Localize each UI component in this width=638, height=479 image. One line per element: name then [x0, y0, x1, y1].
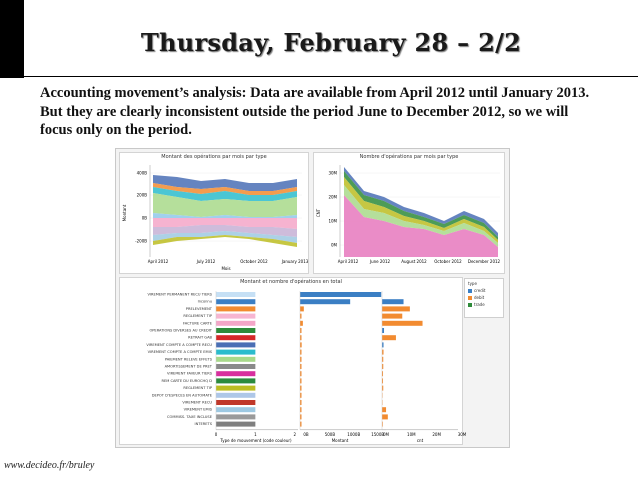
- tick-label-type: 1: [254, 431, 257, 437]
- source-credit[interactable]: www.decideo.fr/bruley: [4, 460, 95, 471]
- category-label: RETRAIT GAB: [188, 335, 212, 340]
- tick-label-montant: 1500B: [371, 431, 385, 437]
- cnt-bar: [382, 328, 384, 333]
- category-label: REGLEMENT TIP: [183, 314, 212, 319]
- category-label: AMORTISSEMENT DE PRET: [164, 364, 212, 369]
- x-tick-label: August 2012: [401, 259, 427, 264]
- cnt-bar: [382, 306, 410, 311]
- count-by-month-panel: [313, 152, 505, 274]
- tick-label-montant: 0B: [303, 431, 309, 437]
- type-color-bar: [216, 335, 255, 340]
- totals-bar-chart: [120, 285, 467, 445]
- category-label: OPERATIONS DIVERSES AU CREDIT: [149, 328, 212, 333]
- cnt-bar: [382, 414, 388, 419]
- category-label: REM CARTE DU EUROCHQ D: [161, 378, 212, 383]
- cnt-bar: [382, 335, 396, 340]
- cnt-bar: [382, 299, 404, 304]
- category-label: VIREMENT COMPTE A COMPTE RECU: [146, 342, 212, 347]
- legend-item-credit[interactable]: credit: [468, 288, 485, 293]
- category-label: Inconnu: [197, 299, 212, 304]
- x-tick-label: October 2012: [434, 259, 462, 264]
- type-color-bar: [216, 400, 255, 405]
- y-tick-label: 200B: [136, 192, 147, 198]
- tick-label-montant: 500B: [324, 431, 336, 437]
- totals-panel: [119, 277, 467, 445]
- legend-item-debit[interactable]: debit: [468, 295, 484, 300]
- type-color-bar: [216, 292, 255, 297]
- category-label: VIREMENT RECU: [182, 400, 212, 405]
- type-color-bar: [216, 306, 255, 311]
- dashboard-screenshot: [115, 148, 510, 448]
- type-legend: [464, 278, 504, 318]
- y-tick-label: 0M: [331, 242, 337, 248]
- x-tick-label: April 2012: [147, 259, 169, 264]
- y-tick-label: 30M: [328, 170, 337, 176]
- y-tick-label: 10M: [328, 218, 337, 224]
- x-tick-label: June 2012: [369, 259, 391, 264]
- legend-item-trade[interactable]: trade: [468, 302, 485, 307]
- type-color-bar: [216, 342, 255, 347]
- tick-label-type: 2: [293, 431, 296, 437]
- type-color-bar: [216, 364, 255, 369]
- type-color-bar: [216, 357, 255, 362]
- x-axis-label-cnt: cnt: [416, 437, 424, 443]
- title-divider: [24, 76, 638, 77]
- y-tick-label: -200B: [135, 238, 147, 244]
- amount-area-chart: [120, 161, 308, 273]
- y-tick-label: 0B: [141, 215, 147, 221]
- montant-bar: [300, 299, 350, 304]
- x-axis-label: Mois: [221, 266, 231, 271]
- y-axis-label: Montant: [122, 204, 127, 222]
- tick-label-cnt: 20M: [432, 431, 441, 437]
- category-label: COMMISS. TAXE INCLUSE: [167, 414, 212, 419]
- tick-label-montant: 1000B: [347, 431, 361, 437]
- category-label: FACTURE CARTE: [182, 321, 212, 326]
- category-label: VIREMENT COMPTE A COMPTE EMIS: [147, 350, 212, 355]
- type-color-bar: [216, 314, 255, 319]
- category-label: VIREMENT PERMANENT RECU TIERS: [147, 292, 212, 297]
- category-label: VIREMENT FAVEUR TIERS: [167, 371, 212, 376]
- cnt-bar: [382, 314, 402, 319]
- slide-description: Accounting movement’s analysis: Data are available from April 2012 until January 2013. But they are clearly inconsistent outside the period June to December 2012, so we will focus only on the period.: [40, 85, 590, 138]
- y-tick-label: 400B: [136, 170, 147, 176]
- count-chart-title: Nombre d'opérations par mois par type: [359, 154, 459, 160]
- x-axis-label-type: Type de mouvement (code couleur): [220, 437, 292, 443]
- type-color-bar: [216, 386, 255, 391]
- montant-bar: [300, 292, 381, 297]
- category-label: PRELEVEMENT: [185, 306, 212, 311]
- slide-title: Thursday, February 28 – 2/2: [140, 28, 522, 57]
- x-tick-label: October 2012: [240, 259, 268, 264]
- y-axis-label: CNT: [316, 208, 321, 218]
- x-tick-label: April 2012: [337, 259, 359, 264]
- y-tick-label: 20M: [328, 194, 337, 200]
- x-tick-label: December 2012: [467, 259, 501, 264]
- x-axis-label-montant: Montant: [331, 437, 349, 443]
- type-color-bar: [216, 328, 255, 333]
- tick-label-cnt: 10M: [407, 431, 416, 437]
- x-tick-label: January 2013: [281, 259, 309, 264]
- type-color-bar: [216, 371, 255, 376]
- count-area-chart: [314, 161, 504, 273]
- type-color-bar: [216, 321, 255, 326]
- type-color-bar: [216, 378, 255, 383]
- amount-by-month-panel: [119, 152, 309, 274]
- type-color-bar: [216, 414, 255, 419]
- tick-label-cnt: 0M: [383, 431, 389, 437]
- type-color-bar: [216, 350, 255, 355]
- type-color-bar: [216, 393, 255, 398]
- category-label: PAIEMENT RELEVE EFFETS: [164, 357, 212, 362]
- type-color-bar: [216, 407, 255, 412]
- tick-label-type: 0: [214, 431, 218, 437]
- amount-chart-title: Montant des opérations par mois par type: [161, 154, 267, 160]
- type-color-bar: [216, 422, 255, 427]
- montant-bar: [300, 306, 304, 311]
- type-color-bar: [216, 299, 255, 304]
- category-label: REGLEMENT TIP: [183, 386, 212, 391]
- x-tick-label: July 2012: [196, 259, 216, 264]
- cnt-bar: [382, 407, 386, 412]
- left-accent-bar: [0, 0, 24, 78]
- legend-title: type: [468, 281, 477, 286]
- category-label: INTERETS: [194, 422, 212, 427]
- totals-chart-title: Montant et nombre d'opérations en total: [240, 279, 342, 285]
- cnt-bar: [382, 321, 423, 326]
- montant-bar: [300, 342, 302, 347]
- tick-label-cnt: 30M: [457, 431, 467, 437]
- montant-bar: [300, 321, 303, 326]
- category-label: DEPOT D'ESPECES EN AUTOMATE: [151, 393, 212, 398]
- category-label: VIREMENT EMIS: [183, 407, 212, 412]
